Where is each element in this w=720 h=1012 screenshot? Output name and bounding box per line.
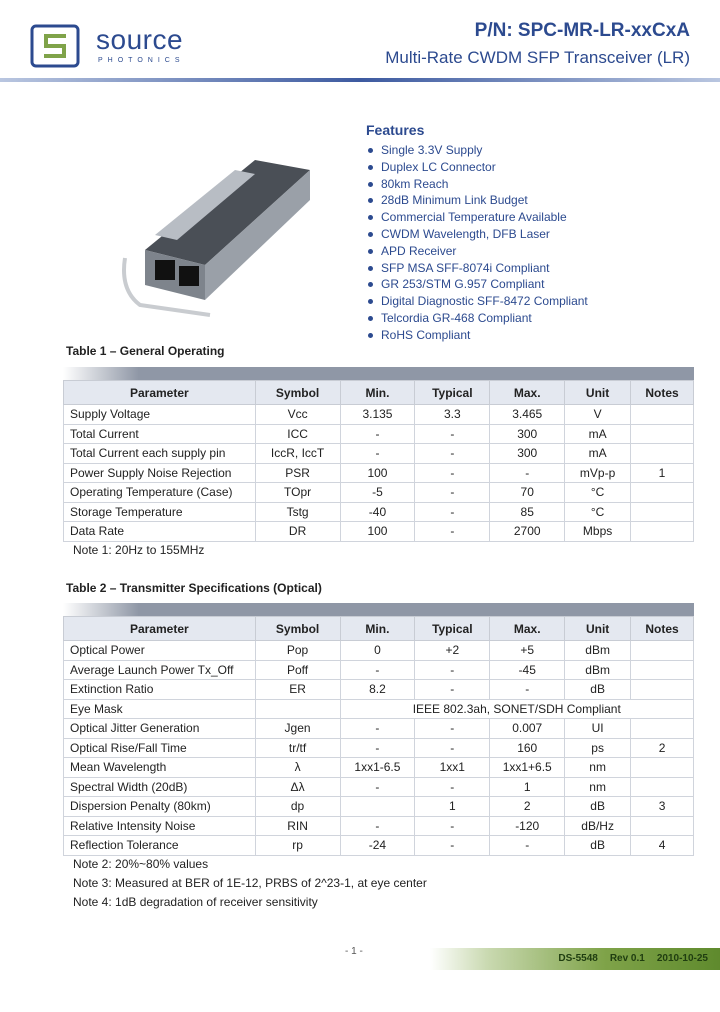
table-cell: - bbox=[340, 719, 415, 739]
table-cell: Tstg bbox=[255, 502, 340, 522]
logo-subtitle: PHOTONICS bbox=[98, 57, 185, 64]
table-cell: -45 bbox=[490, 660, 565, 680]
table-cell: dB bbox=[565, 680, 631, 700]
table-cell: 300 bbox=[490, 444, 565, 464]
table-cell: 8.2 bbox=[340, 680, 415, 700]
table-cell: °C bbox=[565, 483, 631, 503]
table-cell: - bbox=[415, 738, 490, 758]
table-cell: PSR bbox=[255, 463, 340, 483]
footer-info bbox=[546, 953, 708, 964]
table-cell: 3.135 bbox=[340, 405, 415, 425]
table-row bbox=[64, 758, 694, 778]
table-cell: ps bbox=[565, 738, 631, 758]
table-cell: dB bbox=[565, 836, 631, 856]
feature-item: Digital Diagnostic SFF-8472 Compliant bbox=[366, 294, 588, 311]
page-number: - 1 - bbox=[345, 946, 363, 957]
table-cell: tr/tf bbox=[255, 738, 340, 758]
table-cell: - bbox=[415, 836, 490, 856]
table-cell: dBm bbox=[565, 641, 631, 661]
table-cell: -24 bbox=[340, 836, 415, 856]
table1-header: Max. bbox=[490, 381, 565, 405]
table-cell: Mean Wavelength bbox=[64, 758, 256, 778]
table-cell: 160 bbox=[490, 738, 565, 758]
table-cell: - bbox=[415, 660, 490, 680]
table-cell: DR bbox=[255, 522, 340, 542]
table-cell: - bbox=[340, 660, 415, 680]
table-cell: 4 bbox=[631, 836, 694, 856]
table-cell: 100 bbox=[340, 463, 415, 483]
logo-mark-icon bbox=[30, 22, 80, 72]
table-cell: -40 bbox=[340, 502, 415, 522]
table-cell bbox=[631, 641, 694, 661]
table-row bbox=[64, 424, 694, 444]
table2-note: Note 4: 1dB degradation of receiver sensitivity bbox=[73, 895, 318, 909]
table-cell bbox=[631, 680, 694, 700]
table-cell: Storage Temperature bbox=[64, 502, 256, 522]
table1-header: Symbol bbox=[255, 381, 340, 405]
table-cell bbox=[631, 483, 694, 503]
table2-header: Typical bbox=[415, 617, 490, 641]
table-cell: 0.007 bbox=[490, 719, 565, 739]
table2-header: Max. bbox=[490, 617, 565, 641]
table-row bbox=[64, 836, 694, 856]
table-cell: Power Supply Noise Rejection bbox=[64, 463, 256, 483]
table-row bbox=[64, 463, 694, 483]
table-cell: Vcc bbox=[255, 405, 340, 425]
table-cell: RIN bbox=[255, 816, 340, 836]
revision: Rev 0.1 bbox=[609, 953, 645, 964]
table-cell: 1 bbox=[490, 777, 565, 797]
feature-item: RoHS Compliant bbox=[366, 328, 588, 345]
table1-title: Table 1 – General Operating bbox=[66, 344, 225, 358]
table-cell bbox=[631, 502, 694, 522]
table-cell: Eye Mask bbox=[64, 699, 256, 719]
table-cell: IEEE 802.3ah, SONET/SDH Compliant bbox=[340, 699, 694, 719]
table-cell: Total Current bbox=[64, 424, 256, 444]
table-cell: dB bbox=[565, 797, 631, 817]
table-cell: Jgen bbox=[255, 719, 340, 739]
feature-item: Commercial Temperature Available bbox=[366, 210, 588, 227]
footer-bar bbox=[430, 948, 720, 970]
table-cell: Optical Rise/Fall Time bbox=[64, 738, 256, 758]
table-cell: 0 bbox=[340, 641, 415, 661]
table-cell: - bbox=[340, 777, 415, 797]
table-cell: - bbox=[415, 816, 490, 836]
table-cell: - bbox=[415, 424, 490, 444]
table-cell: 1xx1 bbox=[415, 758, 490, 778]
table-cell: ER bbox=[255, 680, 340, 700]
table-cell: V bbox=[565, 405, 631, 425]
table-cell bbox=[631, 660, 694, 680]
feature-item: Telcordia GR-468 Compliant bbox=[366, 311, 588, 328]
table1-header: Typical bbox=[415, 381, 490, 405]
table-cell: λ bbox=[255, 758, 340, 778]
table-cell: °C bbox=[565, 502, 631, 522]
header bbox=[0, 0, 720, 80]
table-row bbox=[64, 444, 694, 464]
table-cell: Reflection Tolerance bbox=[64, 836, 256, 856]
table1 bbox=[63, 367, 694, 542]
table-cell: TOpr bbox=[255, 483, 340, 503]
table-cell: - bbox=[490, 463, 565, 483]
table-cell: 3.3 bbox=[415, 405, 490, 425]
table-row bbox=[64, 680, 694, 700]
table-cell: Average Launch Power Tx_Off bbox=[64, 660, 256, 680]
table-cell: Δλ bbox=[255, 777, 340, 797]
table-cell: rp bbox=[255, 836, 340, 856]
table2-header: Symbol bbox=[255, 617, 340, 641]
table-cell: - bbox=[415, 522, 490, 542]
table-row bbox=[64, 816, 694, 836]
table1-header: Parameter bbox=[64, 381, 256, 405]
table2-title: Table 2 – Transmitter Specifications (Optical) bbox=[66, 581, 322, 595]
part-number: P/N: SPC-MR-LR-xxCxA bbox=[474, 20, 690, 41]
table-cell: +5 bbox=[490, 641, 565, 661]
table-cell: - bbox=[490, 836, 565, 856]
feature-item: Duplex LC Connector bbox=[366, 160, 588, 177]
table2-header: Unit bbox=[565, 617, 631, 641]
doc-date: 2010-10-25 bbox=[656, 953, 708, 964]
table2-body bbox=[64, 641, 694, 856]
table-row bbox=[64, 777, 694, 797]
product-subtitle: Multi-Rate CWDM SFP Transceiver (LR) bbox=[385, 48, 690, 67]
table2 bbox=[63, 603, 694, 856]
table-cell: ICC bbox=[255, 424, 340, 444]
table-cell: - bbox=[415, 719, 490, 739]
feature-item: 28dB Minimum Link Budget bbox=[366, 193, 588, 210]
header-divider bbox=[0, 78, 720, 82]
table-cell: 1xx1-6.5 bbox=[340, 758, 415, 778]
table-row bbox=[64, 405, 694, 425]
table2-header: Notes bbox=[631, 617, 694, 641]
table2-note: Note 3: Measured at BER of 1E-12, PRBS of 2^23-1, at eye center bbox=[73, 876, 427, 890]
table-cell: - bbox=[340, 738, 415, 758]
table2-grid bbox=[63, 616, 694, 856]
table-cell: -120 bbox=[490, 816, 565, 836]
table-cell bbox=[255, 699, 340, 719]
table-cell bbox=[631, 444, 694, 464]
feature-item: Single 3.3V Supply bbox=[366, 143, 588, 160]
table-cell: - bbox=[490, 680, 565, 700]
table2-note: Note 2: 20%~80% values bbox=[73, 857, 209, 871]
table-cell: Optical Jitter Generation bbox=[64, 719, 256, 739]
feature-item: GR 253/STM G.957 Compliant bbox=[366, 277, 588, 294]
table-cell bbox=[631, 777, 694, 797]
table-cell: Relative Intensity Noise bbox=[64, 816, 256, 836]
table2-header: Parameter bbox=[64, 617, 256, 641]
table-cell: +2 bbox=[415, 641, 490, 661]
table-cell: Mbps bbox=[565, 522, 631, 542]
table-cell: mVp-p bbox=[565, 463, 631, 483]
table-cell: -5 bbox=[340, 483, 415, 503]
transceiver-image bbox=[115, 140, 315, 320]
table-cell: Spectral Width (20dB) bbox=[64, 777, 256, 797]
table-cell: mA bbox=[565, 424, 631, 444]
table-cell: - bbox=[415, 777, 490, 797]
table-cell: - bbox=[340, 444, 415, 464]
table-cell: dp bbox=[255, 797, 340, 817]
table-cell: - bbox=[340, 816, 415, 836]
table-cell bbox=[631, 522, 694, 542]
table-cell: - bbox=[415, 483, 490, 503]
table-cell: Operating Temperature (Case) bbox=[64, 483, 256, 503]
table-cell: 70 bbox=[490, 483, 565, 503]
table-cell: Dispersion Penalty (80km) bbox=[64, 797, 256, 817]
table-cell bbox=[631, 719, 694, 739]
table-cell: Data Rate bbox=[64, 522, 256, 542]
table-cell: 1 bbox=[415, 797, 490, 817]
table-row bbox=[64, 522, 694, 542]
table-cell: - bbox=[415, 444, 490, 464]
table-cell bbox=[631, 424, 694, 444]
feature-item: 80km Reach bbox=[366, 177, 588, 194]
table-cell: 3 bbox=[631, 797, 694, 817]
table-row bbox=[64, 719, 694, 739]
table-cell: Supply Voltage bbox=[64, 405, 256, 425]
table-cell: 1 bbox=[631, 463, 694, 483]
table-row bbox=[64, 641, 694, 661]
table-cell bbox=[631, 405, 694, 425]
table-cell: 300 bbox=[490, 424, 565, 444]
table-cell: - bbox=[415, 463, 490, 483]
table-cell: Poff bbox=[255, 660, 340, 680]
table-cell: 100 bbox=[340, 522, 415, 542]
table-cell: UI bbox=[565, 719, 631, 739]
features-list bbox=[366, 143, 588, 345]
table-cell: Pop bbox=[255, 641, 340, 661]
table-cell bbox=[631, 816, 694, 836]
table1-note: Note 1: 20Hz to 155MHz bbox=[73, 543, 205, 557]
table-cell: 85 bbox=[490, 502, 565, 522]
table-row bbox=[64, 699, 694, 719]
feature-item: APD Receiver bbox=[366, 244, 588, 261]
table-cell bbox=[631, 758, 694, 778]
company-logo bbox=[30, 22, 220, 72]
table1-header: Unit bbox=[565, 381, 631, 405]
table-cell: dB/Hz bbox=[565, 816, 631, 836]
features-title: Features bbox=[366, 122, 425, 138]
table-cell: 2 bbox=[631, 738, 694, 758]
table-cell: nm bbox=[565, 758, 631, 778]
table2-bar bbox=[63, 603, 694, 616]
table-row bbox=[64, 797, 694, 817]
table-cell: IccR, IccT bbox=[255, 444, 340, 464]
table-cell: Optical Power bbox=[64, 641, 256, 661]
table-cell: 2700 bbox=[490, 522, 565, 542]
table1-bar bbox=[63, 367, 694, 380]
table1-header: Notes bbox=[631, 381, 694, 405]
feature-item: SFP MSA SFF-8074i Compliant bbox=[366, 261, 588, 278]
table-cell: - bbox=[415, 680, 490, 700]
doc-id: DS-5548 bbox=[558, 953, 598, 964]
features-section bbox=[366, 122, 588, 345]
feature-item: CWDM Wavelength, DFB Laser bbox=[366, 227, 588, 244]
table-cell: 2 bbox=[490, 797, 565, 817]
table-cell: nm bbox=[565, 777, 631, 797]
table1-header: Min. bbox=[340, 381, 415, 405]
table-row bbox=[64, 738, 694, 758]
table-row bbox=[64, 502, 694, 522]
table-cell: 1xx1+6.5 bbox=[490, 758, 565, 778]
table-cell: 3.465 bbox=[490, 405, 565, 425]
table-cell: Extinction Ratio bbox=[64, 680, 256, 700]
table-cell: - bbox=[340, 424, 415, 444]
logo-word: source bbox=[96, 24, 184, 55]
table-cell: Total Current each supply pin bbox=[64, 444, 256, 464]
table2-header: Min. bbox=[340, 617, 415, 641]
table-cell: dBm bbox=[565, 660, 631, 680]
table-cell: mA bbox=[565, 444, 631, 464]
table1-body bbox=[64, 405, 694, 542]
table-cell bbox=[340, 797, 415, 817]
table-row bbox=[64, 483, 694, 503]
table-row bbox=[64, 660, 694, 680]
table-cell: - bbox=[415, 502, 490, 522]
table1-grid bbox=[63, 380, 694, 542]
